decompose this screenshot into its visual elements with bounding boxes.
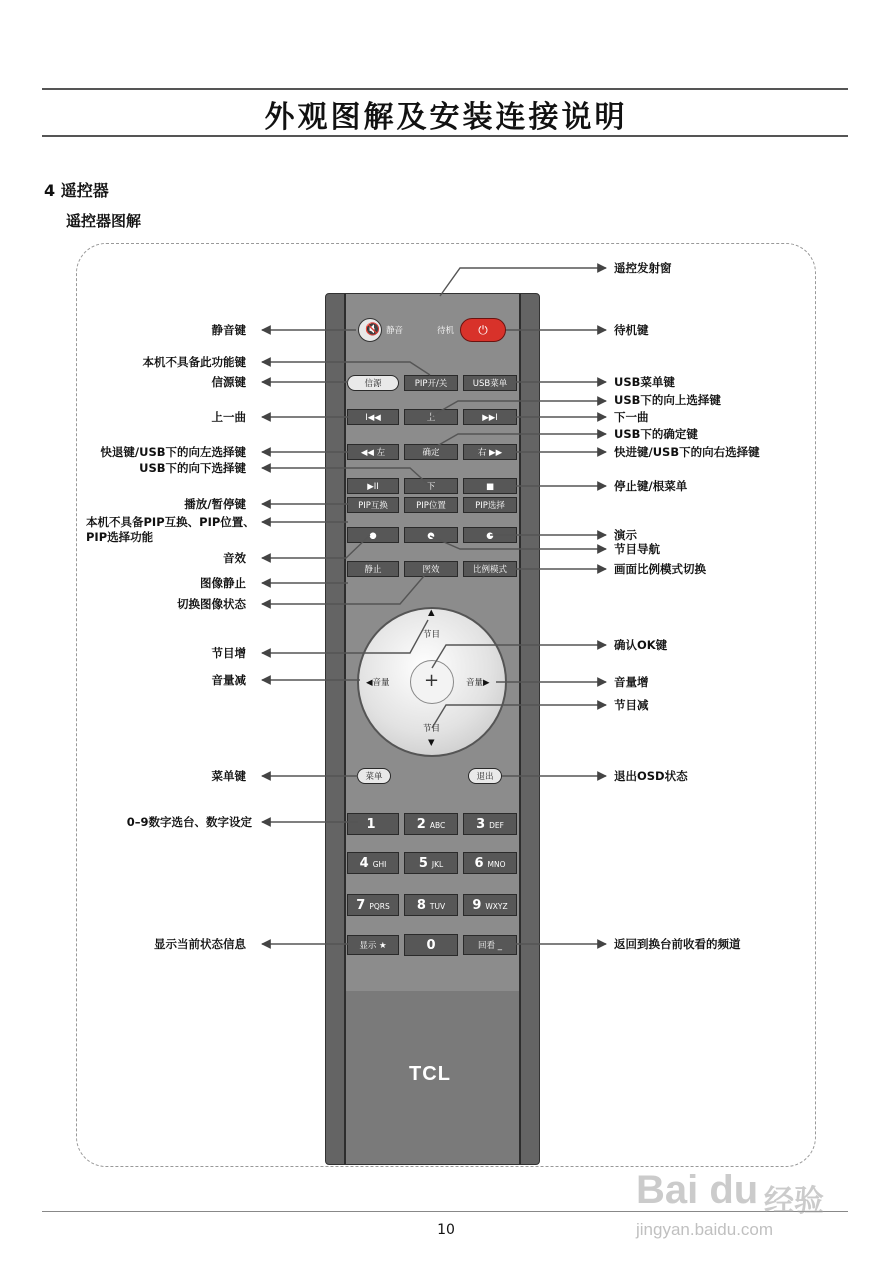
number-key[interactable]: 1 bbox=[347, 813, 399, 835]
pip-select-button[interactable]: PIP选择 bbox=[463, 497, 517, 513]
callout-label-right: USB菜单键 bbox=[614, 375, 675, 389]
callout-label-right: 快进键/USB下的向右选择键 bbox=[614, 445, 760, 459]
callout-label-right: 节目减 bbox=[614, 698, 649, 712]
usb-menu-button[interactable]: USB菜单 bbox=[463, 375, 517, 391]
dot-icon: ● bbox=[369, 531, 377, 541]
exit-button[interactable]: 退出 bbox=[468, 768, 502, 784]
callout-label-left: 快退键/USB下的向左选择键 bbox=[100, 445, 246, 459]
down-button[interactable]: 下 bbox=[404, 478, 458, 494]
callout-label-right: 演示 bbox=[614, 528, 637, 542]
mute-label: 静音 bbox=[386, 326, 404, 336]
menu-button[interactable]: 菜单 bbox=[357, 768, 391, 784]
callout-label-right: 返回到换台前收看的频道 bbox=[614, 937, 741, 951]
number-key[interactable]: 2 ABC bbox=[404, 813, 458, 835]
volume-up-label: 音量▶ bbox=[466, 678, 490, 688]
up-button[interactable]: 上 bbox=[404, 409, 458, 425]
page-title: 外观图解及安装连接说明 bbox=[264, 100, 628, 135]
callout-label-left: 本机不具备PIP互换、PIP位置、 bbox=[86, 515, 255, 529]
number-key[interactable]: 6 MNO bbox=[463, 852, 517, 874]
pip-position-button[interactable]: PIP位置 bbox=[404, 497, 458, 513]
pip-swap-button[interactable]: PIP互换 bbox=[347, 497, 399, 513]
callout-label-left: 静音键 bbox=[211, 323, 246, 337]
stop-button[interactable]: ■ bbox=[463, 478, 517, 494]
callout-label-left: 显示当前状态信息 bbox=[154, 937, 246, 951]
callout-label-right: 音量增 bbox=[614, 675, 649, 689]
callout-label-right: 画面比例模式切换 bbox=[614, 562, 706, 576]
freeze-button[interactable]: 静止 bbox=[347, 561, 399, 577]
watermark bbox=[636, 1148, 866, 1248]
channel-down-label: 节目 bbox=[423, 724, 441, 734]
callout-label-right: 待机键 bbox=[614, 323, 649, 337]
number-key[interactable]: 5 JKL bbox=[404, 852, 458, 874]
callout-label-right: 下一曲 bbox=[614, 410, 649, 424]
watermark-url: jingyan.baidu.com bbox=[636, 1220, 774, 1239]
callout-label-left: 0–9数字选台、数字设定 bbox=[126, 815, 252, 829]
callout-label-left: 切换图像状态 bbox=[177, 597, 246, 611]
volume-down-label: ◀音量 bbox=[366, 678, 390, 688]
forward-right-button[interactable]: 右 ▶▶ bbox=[463, 444, 517, 460]
callout-label-left: 音效 bbox=[223, 551, 246, 565]
section-subtitle: 遥控器图解 bbox=[66, 212, 142, 230]
number-key[interactable]: 4 GHI bbox=[347, 852, 399, 874]
play-pause-button[interactable]: ▶II bbox=[347, 478, 399, 494]
dpad-up-arrow-icon: ▲ bbox=[428, 608, 435, 618]
number-key[interactable]: 7 PQRS bbox=[347, 894, 399, 916]
callout-label-left: 上一曲 bbox=[211, 410, 246, 424]
callout-label-left: 菜单键 bbox=[211, 769, 246, 783]
callout-label-left: PIP选择功能 bbox=[86, 530, 154, 544]
callout-label-left: 本机不具备此功能键 bbox=[142, 355, 246, 369]
callout-label-left: 图像静止 bbox=[200, 576, 246, 590]
section-heading: 4 遥控器 bbox=[44, 181, 109, 200]
pip-toggle-button[interactable]: PIP开/关 bbox=[404, 375, 458, 391]
callout-label-right: 遥控发射窗 bbox=[614, 261, 672, 275]
display-info-button[interactable]: 显示 ★ bbox=[347, 935, 399, 955]
brand-logo: TCL bbox=[409, 1063, 451, 1085]
callout-label-right: 节目导航 bbox=[614, 542, 660, 556]
mute-icon: 🔇 bbox=[365, 322, 380, 336]
aspect-ratio-button[interactable]: 比例模式 bbox=[463, 561, 517, 577]
power-icon: ⏻ bbox=[478, 323, 488, 337]
power-label: 待机 bbox=[437, 326, 455, 336]
callout-label-right: USB下的确定键 bbox=[614, 427, 698, 441]
callout-label-right: 退出OSD状态 bbox=[614, 769, 688, 783]
watermark-text: 经验 bbox=[764, 1184, 824, 1219]
callout-label-right: 停止键/根菜单 bbox=[614, 479, 688, 493]
dpad-down-arrow-icon: ▼ bbox=[428, 738, 435, 748]
source-button[interactable]: 信源 bbox=[347, 375, 399, 391]
page-number: 10 bbox=[437, 1222, 455, 1238]
callout-label-left: 播放/暂停键 bbox=[184, 497, 246, 511]
callout-label-right: 确认OK键 bbox=[614, 638, 668, 652]
number-key[interactable]: 8 TUV bbox=[404, 894, 458, 916]
crosshair-icon: + bbox=[424, 670, 440, 691]
callout-label-left: USB下的向下选择键 bbox=[139, 461, 246, 475]
dot-icon: ● bbox=[486, 531, 494, 541]
callout-label-left: 信源键 bbox=[211, 375, 246, 389]
callout-label-left: 音量减 bbox=[211, 673, 246, 687]
number-key[interactable]: 3 DEF bbox=[463, 813, 517, 835]
dot-icon: ● bbox=[427, 531, 435, 541]
number-key-zero[interactable]: 0 bbox=[404, 934, 458, 956]
next-track-button[interactable]: ▶▶I bbox=[463, 409, 517, 425]
callout-label-left: 节目增 bbox=[211, 646, 246, 660]
recall-button[interactable]: 回看 _ bbox=[463, 935, 517, 955]
picture-mode-button[interactable]: 图效 bbox=[404, 561, 458, 577]
rewind-left-button[interactable]: ◀◀ 左 bbox=[347, 444, 399, 460]
watermark-logo: Bai du bbox=[636, 1168, 759, 1212]
confirm-button[interactable]: 确定 bbox=[404, 444, 458, 460]
channel-up-label: 节目 bbox=[423, 630, 441, 640]
prev-track-button[interactable]: I◀◀ bbox=[347, 409, 399, 425]
number-key[interactable]: 9 WXYZ bbox=[463, 894, 517, 916]
callout-label-right: USB下的向上选择键 bbox=[614, 393, 721, 407]
